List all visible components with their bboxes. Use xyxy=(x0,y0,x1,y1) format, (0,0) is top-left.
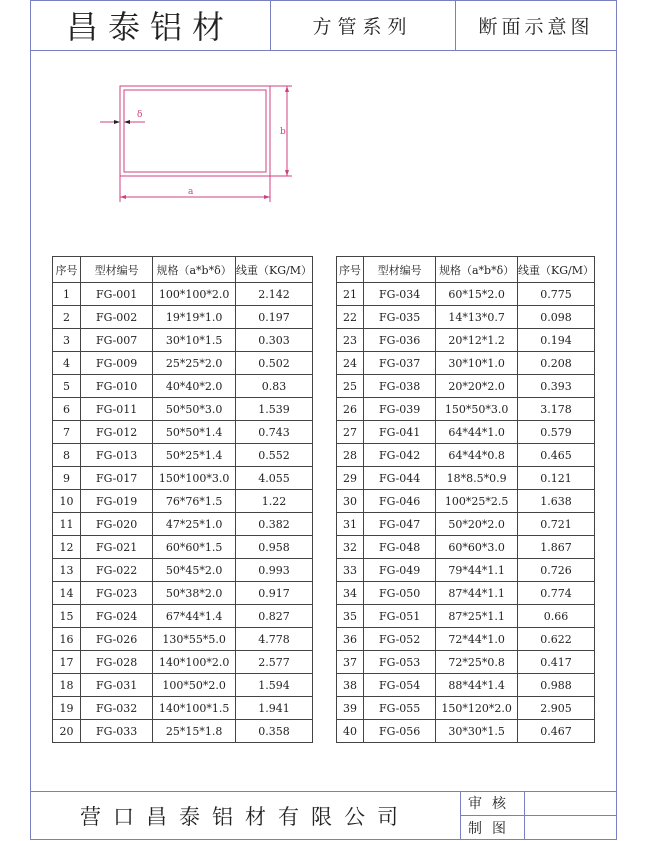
table-row xyxy=(53,674,313,697)
cell-spec: 20*12*1.2 xyxy=(436,329,518,352)
draw-label: 制图 xyxy=(468,821,516,837)
cell-spec: 25*25*2.0 xyxy=(153,352,236,375)
height-label: b xyxy=(280,127,286,137)
cell-spec: 67*44*1.4 xyxy=(153,605,236,628)
spec-table-left xyxy=(52,256,313,743)
cell-weight: 0.958 xyxy=(236,536,313,559)
cell-weight: 1.941 xyxy=(236,697,313,720)
cell-spec: 87*25*1.1 xyxy=(436,605,518,628)
section-title: 断面示意图 xyxy=(478,15,594,38)
table-row xyxy=(53,283,313,306)
cell-spec: 64*44*1.0 xyxy=(436,421,518,444)
table-row xyxy=(337,352,595,375)
table-row xyxy=(53,536,313,559)
cell-code: FG-034 xyxy=(364,283,436,306)
cell-code: FG-051 xyxy=(364,605,436,628)
cell-weight: 1.638 xyxy=(517,490,594,513)
table-header-row xyxy=(53,257,313,283)
cell-index: 13 xyxy=(53,559,81,582)
cell-index: 15 xyxy=(53,605,81,628)
cell-weight: 0.502 xyxy=(236,352,313,375)
cell-code: FG-009 xyxy=(81,352,153,375)
cell-code: FG-049 xyxy=(364,559,436,582)
cell-code: FG-023 xyxy=(81,582,153,605)
cell-index: 22 xyxy=(337,306,364,329)
cell-code: FG-022 xyxy=(81,559,153,582)
cell-index: 35 xyxy=(337,605,364,628)
cell-code: FG-007 xyxy=(81,329,153,352)
cell-spec: 30*10*1.5 xyxy=(153,329,236,352)
cell-weight: 0.194 xyxy=(517,329,594,352)
cell-weight: 2.577 xyxy=(236,651,313,674)
cell-code: FG-041 xyxy=(364,421,436,444)
cell-code: FG-055 xyxy=(364,697,436,720)
cell-index: 19 xyxy=(53,697,81,720)
cell-spec: 72*44*1.0 xyxy=(436,628,518,651)
cell-weight: 0.66 xyxy=(517,605,594,628)
table-row xyxy=(337,559,595,582)
cell-weight: 0.358 xyxy=(236,720,313,743)
cell-code: FG-020 xyxy=(81,513,153,536)
cell-code: FG-039 xyxy=(364,398,436,421)
col-header-code: 型材编号 xyxy=(81,257,153,283)
table-row xyxy=(337,398,595,421)
cell-weight: 0.83 xyxy=(236,375,313,398)
cell-code: FG-048 xyxy=(364,536,436,559)
table-row xyxy=(53,352,313,375)
cell-index: 5 xyxy=(53,375,81,398)
cell-index: 38 xyxy=(337,674,364,697)
cell-spec: 18*8.5*0.9 xyxy=(436,467,518,490)
square-tube-cross-section xyxy=(95,76,305,206)
cell-code: FG-046 xyxy=(364,490,436,513)
cell-code: FG-053 xyxy=(364,651,436,674)
table-row xyxy=(337,444,595,467)
table-row xyxy=(337,651,595,674)
cell-code: FG-021 xyxy=(81,536,153,559)
cell-weight: 1.22 xyxy=(236,490,313,513)
cell-spec: 25*15*1.8 xyxy=(153,720,236,743)
cell-code: FG-002 xyxy=(81,306,153,329)
cell-code: FG-047 xyxy=(364,513,436,536)
cell-weight: 0.721 xyxy=(517,513,594,536)
cell-weight: 0.988 xyxy=(517,674,594,697)
cell-index: 7 xyxy=(53,421,81,444)
table-row xyxy=(53,329,313,352)
cell-code: FG-056 xyxy=(364,720,436,743)
cell-index: 40 xyxy=(337,720,364,743)
cell-index: 16 xyxy=(53,628,81,651)
table-row xyxy=(53,306,313,329)
cell-code: FG-036 xyxy=(364,329,436,352)
table-row xyxy=(337,513,595,536)
cell-weight: 0.726 xyxy=(517,559,594,582)
cell-code: FG-017 xyxy=(81,467,153,490)
cell-weight: 0.993 xyxy=(236,559,313,582)
cell-index: 1 xyxy=(53,283,81,306)
table-row xyxy=(53,651,313,674)
cell-index: 10 xyxy=(53,490,81,513)
cell-spec: 30*30*1.5 xyxy=(436,720,518,743)
cell-weight: 0.382 xyxy=(236,513,313,536)
cell-index: 8 xyxy=(53,444,81,467)
table-row xyxy=(337,582,595,605)
review-label: 审核 xyxy=(468,796,516,812)
header-divider xyxy=(30,50,617,51)
cell-spec: 30*10*1.0 xyxy=(436,352,518,375)
cell-code: FG-052 xyxy=(364,628,436,651)
table-row xyxy=(337,628,595,651)
cell-spec: 20*20*2.0 xyxy=(436,375,518,398)
cell-index: 26 xyxy=(337,398,364,421)
series-title: 方管系列 xyxy=(312,15,413,38)
cell-weight: 0.774 xyxy=(517,582,594,605)
cell-spec: 50*50*1.4 xyxy=(153,421,236,444)
table-row xyxy=(53,697,313,720)
cell-index: 3 xyxy=(53,329,81,352)
cell-spec: 50*38*2.0 xyxy=(153,582,236,605)
table-row xyxy=(53,490,313,513)
cell-spec: 140*100*2.0 xyxy=(153,651,236,674)
cell-spec: 50*20*2.0 xyxy=(436,513,518,536)
cell-spec: 100*100*2.0 xyxy=(153,283,236,306)
cell-spec: 88*44*1.4 xyxy=(436,674,518,697)
table-row xyxy=(337,674,595,697)
cell-spec: 60*60*3.0 xyxy=(436,536,518,559)
cell-weight: 0.743 xyxy=(236,421,313,444)
table-row xyxy=(337,720,595,743)
cell-weight: 0.827 xyxy=(236,605,313,628)
cell-weight: 0.579 xyxy=(517,421,594,444)
cell-index: 18 xyxy=(53,674,81,697)
cell-index: 33 xyxy=(337,559,364,582)
cell-spec: 79*44*1.1 xyxy=(436,559,518,582)
col-header-spec: 规格（a*b*δ） xyxy=(153,257,236,283)
table-row xyxy=(337,306,595,329)
cell-index: 39 xyxy=(337,697,364,720)
col-header-weight: 线重（KG/M） xyxy=(517,257,594,283)
cell-code: FG-035 xyxy=(364,306,436,329)
table-header-row xyxy=(337,257,595,283)
width-label: a xyxy=(188,187,194,197)
table-row xyxy=(53,421,313,444)
cell-weight: 0.417 xyxy=(517,651,594,674)
cell-spec: 50*25*1.4 xyxy=(153,444,236,467)
table-row xyxy=(337,283,595,306)
cell-index: 37 xyxy=(337,651,364,674)
cell-weight: 0.208 xyxy=(517,352,594,375)
spec-table-right xyxy=(336,256,595,743)
table-row xyxy=(337,697,595,720)
table-row xyxy=(337,421,595,444)
cell-index: 29 xyxy=(337,467,364,490)
cell-index: 31 xyxy=(337,513,364,536)
cell-spec: 64*44*0.8 xyxy=(436,444,518,467)
table-row xyxy=(53,582,313,605)
table-row xyxy=(53,398,313,421)
cell-spec: 60*60*1.5 xyxy=(153,536,236,559)
brand-title: 昌泰铝材 xyxy=(65,8,234,46)
cell-index: 14 xyxy=(53,582,81,605)
cell-index: 12 xyxy=(53,536,81,559)
cell-spec: 14*13*0.7 xyxy=(436,306,518,329)
cell-weight: 0.552 xyxy=(236,444,313,467)
cell-code: FG-024 xyxy=(81,605,153,628)
cell-code: FG-044 xyxy=(364,467,436,490)
cell-code: FG-013 xyxy=(81,444,153,467)
table-row xyxy=(337,467,595,490)
cell-weight: 1.867 xyxy=(517,536,594,559)
cell-spec: 100*50*2.0 xyxy=(153,674,236,697)
cell-index: 24 xyxy=(337,352,364,375)
cell-index: 20 xyxy=(53,720,81,743)
table-row xyxy=(53,559,313,582)
cell-spec: 47*25*1.0 xyxy=(153,513,236,536)
cell-code: FG-001 xyxy=(81,283,153,306)
cell-index: 6 xyxy=(53,398,81,421)
cell-code: FG-011 xyxy=(81,398,153,421)
cell-weight: 0.917 xyxy=(236,582,313,605)
cell-index: 27 xyxy=(337,421,364,444)
col-header-index: 序号 xyxy=(53,257,81,283)
cell-index: 4 xyxy=(53,352,81,375)
cell-code: FG-050 xyxy=(364,582,436,605)
cell-code: FG-012 xyxy=(81,421,153,444)
cell-index: 34 xyxy=(337,582,364,605)
cell-code: FG-010 xyxy=(81,375,153,398)
cell-weight: 0.303 xyxy=(236,329,313,352)
cell-weight: 0.465 xyxy=(517,444,594,467)
cell-spec: 150*50*3.0 xyxy=(436,398,518,421)
cell-weight: 0.098 xyxy=(517,306,594,329)
cell-weight: 0.197 xyxy=(236,306,313,329)
cell-spec: 100*25*2.5 xyxy=(436,490,518,513)
cell-weight: 0.121 xyxy=(517,467,594,490)
cell-weight: 3.178 xyxy=(517,398,594,421)
thickness-label: δ xyxy=(137,110,143,120)
cell-weight: 0.622 xyxy=(517,628,594,651)
cell-spec: 50*50*3.0 xyxy=(153,398,236,421)
cell-index: 11 xyxy=(53,513,81,536)
col-header-spec: 规格（a*b*δ） xyxy=(436,257,518,283)
cell-spec: 150*120*2.0 xyxy=(436,697,518,720)
cell-spec: 19*19*1.0 xyxy=(153,306,236,329)
cell-spec: 140*100*1.5 xyxy=(153,697,236,720)
table-row xyxy=(337,329,595,352)
cell-index: 17 xyxy=(53,651,81,674)
cell-code: FG-028 xyxy=(81,651,153,674)
table-row xyxy=(53,467,313,490)
cell-weight: 0.775 xyxy=(517,283,594,306)
cell-weight: 2.142 xyxy=(236,283,313,306)
cell-spec: 72*25*0.8 xyxy=(436,651,518,674)
cell-spec: 87*44*1.1 xyxy=(436,582,518,605)
company-name: 营口昌泰铝材有限公司 xyxy=(80,804,410,829)
cell-code: FG-019 xyxy=(81,490,153,513)
cell-index: 36 xyxy=(337,628,364,651)
table-row xyxy=(337,375,595,398)
cell-weight: 0.467 xyxy=(517,720,594,743)
table-row xyxy=(53,375,313,398)
cell-spec: 150*100*3.0 xyxy=(153,467,236,490)
table-row xyxy=(53,605,313,628)
col-header-index: 序号 xyxy=(337,257,364,283)
cell-spec: 130*55*5.0 xyxy=(153,628,236,651)
cell-code: FG-026 xyxy=(81,628,153,651)
cell-code: FG-042 xyxy=(364,444,436,467)
cell-index: 21 xyxy=(337,283,364,306)
cell-index: 30 xyxy=(337,490,364,513)
table-row xyxy=(337,605,595,628)
table-row xyxy=(53,444,313,467)
cell-code: FG-054 xyxy=(364,674,436,697)
cell-index: 9 xyxy=(53,467,81,490)
cell-weight: 1.594 xyxy=(236,674,313,697)
col-header-weight: 线重（KG/M） xyxy=(236,257,313,283)
table-row xyxy=(53,628,313,651)
cell-weight: 1.539 xyxy=(236,398,313,421)
cell-weight: 0.393 xyxy=(517,375,594,398)
cell-code: FG-031 xyxy=(81,674,153,697)
cell-code: FG-038 xyxy=(364,375,436,398)
cell-code: FG-033 xyxy=(81,720,153,743)
cell-weight: 2.905 xyxy=(517,697,594,720)
cell-weight: 4.055 xyxy=(236,467,313,490)
cell-index: 25 xyxy=(337,375,364,398)
table-row xyxy=(53,513,313,536)
cell-weight: 4.778 xyxy=(236,628,313,651)
table-row xyxy=(337,490,595,513)
cell-spec: 40*40*2.0 xyxy=(153,375,236,398)
table-row xyxy=(337,536,595,559)
cell-spec: 50*45*2.0 xyxy=(153,559,236,582)
cell-index: 2 xyxy=(53,306,81,329)
cell-index: 23 xyxy=(337,329,364,352)
cell-index: 32 xyxy=(337,536,364,559)
table-row xyxy=(53,720,313,743)
cell-code: FG-037 xyxy=(364,352,436,375)
cell-code: FG-032 xyxy=(81,697,153,720)
col-header-code: 型材编号 xyxy=(364,257,436,283)
cell-spec: 60*15*2.0 xyxy=(436,283,518,306)
cell-index: 28 xyxy=(337,444,364,467)
cell-spec: 76*76*1.5 xyxy=(153,490,236,513)
